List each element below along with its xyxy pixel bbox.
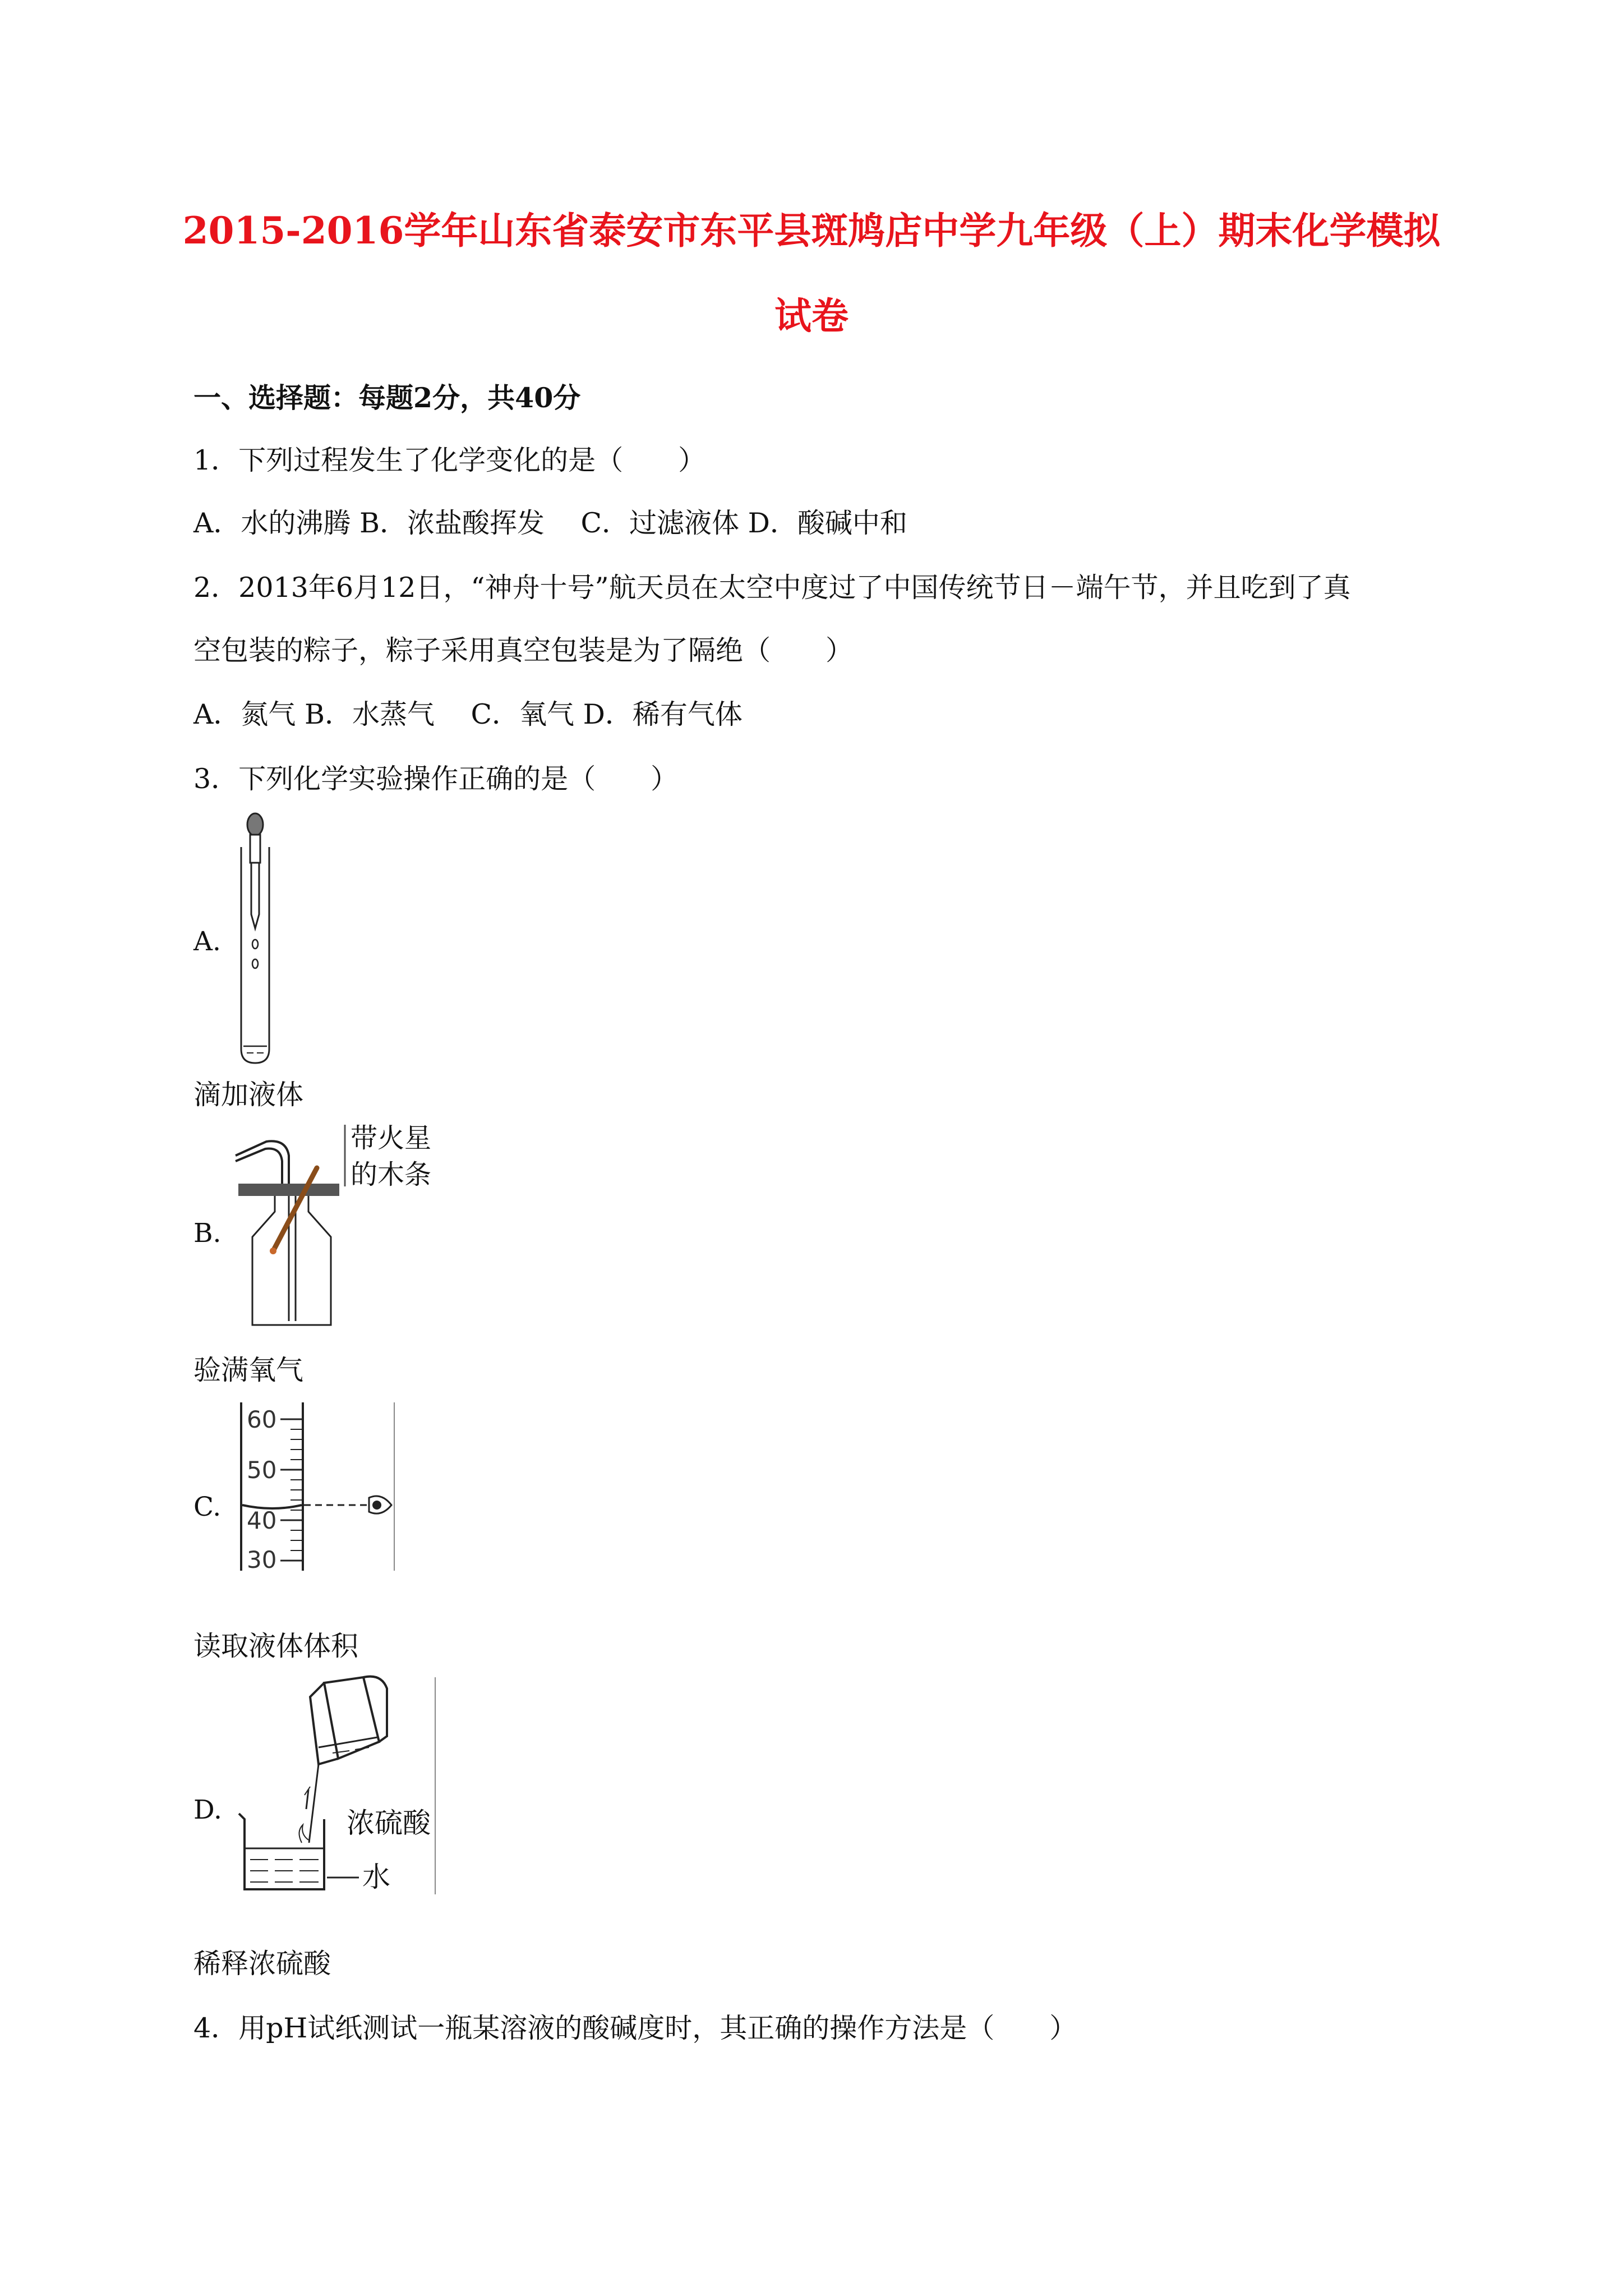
question-2-stem-line2: 空包装的粽子，粽子采用真空包装是为了隔绝（ ） [193, 634, 854, 666]
scale-label-50: 50 [247, 1456, 277, 1484]
option-d-caption: 稀释浓硫酸 [193, 1948, 331, 1980]
water-label: 水 [362, 1861, 390, 1893]
question-3-stem: 3．下列化学实验操作正确的是（ ） [193, 763, 679, 795]
question-1-stem: 1．下列过程发生了化学变化的是（ ） [193, 444, 706, 476]
scale-label-40: 40 [247, 1507, 277, 1534]
exam-title-line1: 2015-2016学年山东省泰安市东平县斑鸠店中学九年级（上）期末化学模拟 [182, 209, 1441, 252]
exam-title-line2: 试卷 [774, 294, 849, 338]
graduated-cylinder-figure [234, 1400, 403, 1573]
splint-label-1: 带火星 [351, 1122, 432, 1154]
option-d-letter: D. [193, 1795, 222, 1825]
question-1-options: A．水的沸腾 B．浓盐酸挥发 C．过滤液体 D．酸碱中和 [193, 507, 907, 539]
question-2-stem-line1: 2．2013年6月12日，“神舟十号”航天员在太空中度过了中国传统节日－端午节，并且吃到了真 [193, 572, 1351, 604]
option-a-caption: 滴加液体 [193, 1079, 304, 1111]
acid-label: 浓硫酸 [347, 1807, 431, 1839]
option-c-letter: C. [193, 1492, 222, 1522]
dilution-figure [234, 1674, 436, 1896]
option-b-letter: B. [193, 1218, 222, 1249]
question-4-stem: 4．用pH试纸测试一瓶某溶液的酸碱度时，其正确的操作方法是（ ） [193, 2012, 1077, 2044]
scale-label-30: 30 [247, 1546, 277, 1573]
question-2-options: A．氮气 B．水蒸气 C．氧气 D．稀有气体 [193, 698, 743, 730]
option-c-caption: 读取液体体积 [193, 1630, 359, 1662]
splint-label-2: 的木条 [351, 1159, 432, 1190]
oxygen-bottle-figure [233, 1122, 432, 1329]
option-a-letter: A. [193, 926, 221, 957]
scale-label-60: 60 [247, 1406, 277, 1433]
dropper-figure [230, 808, 280, 1066]
option-b-caption: 验满氧气 [193, 1354, 304, 1386]
section-heading: 一、选择题：每题2分，共40分 [193, 381, 581, 414]
